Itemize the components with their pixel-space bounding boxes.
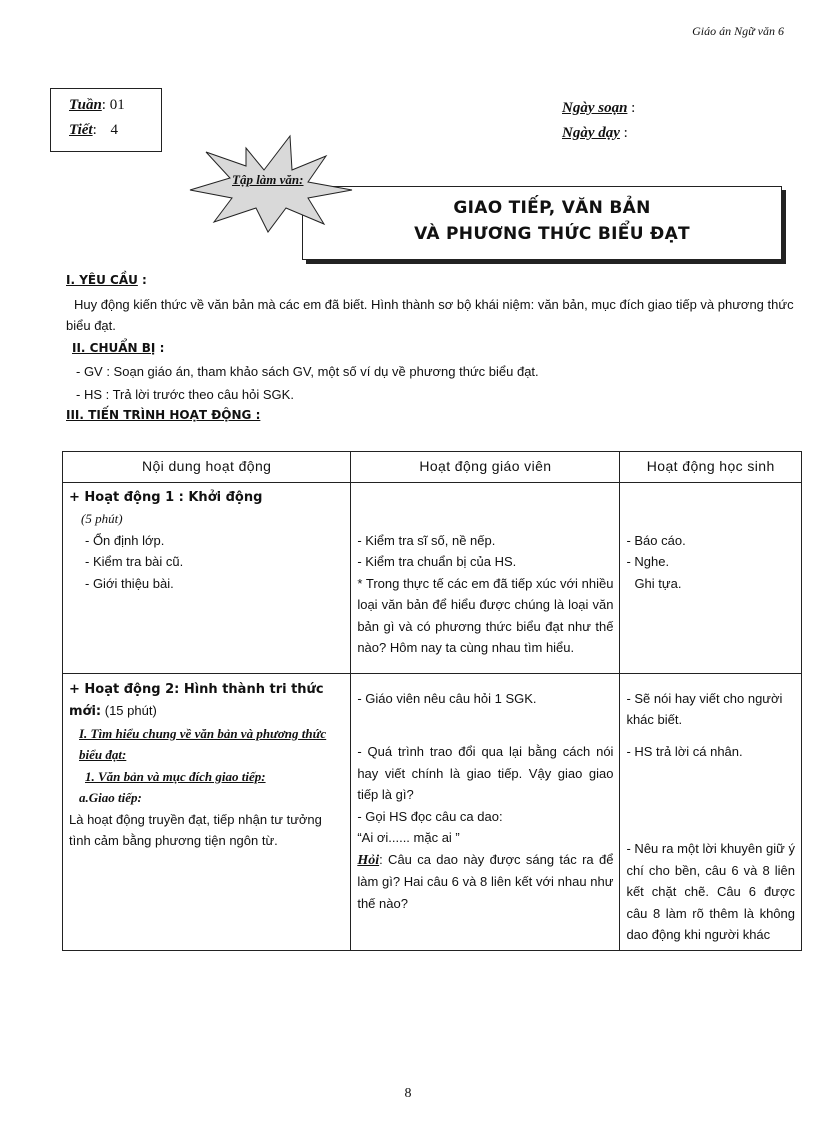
student-answer-3: - Nêu ra một lời khuyên giữ ý chí cho bền, câu 6 và 8 liên kết chặt chẽ. Câu 6 được câu 8 làm rõ thêm là không dao động khi người khác bbox=[626, 841, 795, 942]
header-subject: Giáo án Ngữ văn 6 bbox=[692, 24, 784, 38]
student-answer-2: - HS trả lời cá nhân. bbox=[626, 743, 743, 759]
section-1-suffix: : bbox=[137, 273, 147, 287]
week-row bbox=[69, 97, 125, 114]
teacher-intro: * Trong thực tế các em đã tiếp xúc với nhiều loại văn bản để hiểu được chúng là loại văn bản gì và có phương thức biểu đạt như thế nào? Hôm nay ta cùng nhau tìm hiểu. bbox=[357, 575, 614, 655]
activity-2-title: + Hoạt động 2: Hình thành tri thức mới: bbox=[69, 681, 324, 719]
definition-text: Là hoạt động truyền đạt, tiếp nhận tư tưởng tình cảm bằng phương tiện ngôn từ. bbox=[69, 811, 322, 848]
teach-date-label: Ngày dạy bbox=[562, 125, 620, 141]
column-header: Nội dung hoạt động bbox=[63, 452, 351, 483]
ask-label: Hỏi bbox=[357, 852, 380, 868]
column-header: Hoạt động học sinh bbox=[620, 452, 802, 483]
title-line-1: GIAO TIẾP, VĂN BẢN bbox=[453, 198, 651, 218]
teach-date-colon: : bbox=[623, 125, 628, 141]
teacher-question-1: - Giáo viên nêu câu hỏi 1 SGK. bbox=[357, 690, 537, 706]
table-header-row bbox=[63, 452, 802, 483]
subheading-3: a.Giao tiếp: bbox=[79, 790, 142, 805]
period-row bbox=[69, 122, 118, 139]
prep-date bbox=[562, 100, 635, 117]
list-item: - Ổn định lớp. bbox=[85, 532, 165, 548]
row1-content bbox=[63, 482, 351, 673]
activity-1-duration: (5 phút) bbox=[81, 511, 123, 526]
prep-item-hs: - HS : Trả lời trước theo câu hỏi SGK. bbox=[76, 387, 294, 402]
week-period-box bbox=[50, 88, 162, 152]
activity-1-title: + Hoạt động 1 : Khởi động bbox=[69, 489, 263, 505]
section-1-text: Huy động kiến thức về văn bản mà các em đã biết. Hình thành sơ bộ khái niệm: văn bản, mục đích giao tiếp và phương thức biểu đạt. bbox=[66, 297, 794, 333]
list-item: - Nghe. bbox=[626, 554, 670, 569]
prep-date-colon: : bbox=[631, 100, 636, 116]
list-item: - Giới thiệu bài. bbox=[85, 575, 174, 591]
section-2-title: II. CHUẨN BỊ bbox=[72, 341, 156, 355]
list-item: - Kiểm tra chuẩn bị của HS. bbox=[357, 554, 517, 569]
subheading-2: 1. Văn bản và mục đích giao tiếp: bbox=[85, 768, 266, 784]
section-2-heading bbox=[72, 340, 164, 355]
row1-student bbox=[620, 482, 802, 673]
table-row bbox=[63, 482, 802, 673]
colon: : bbox=[101, 97, 110, 113]
table-row bbox=[63, 673, 802, 950]
teach-date bbox=[562, 125, 628, 142]
folk-verse: “Ai ơi...... mặc ai ” bbox=[357, 830, 460, 845]
title-line-2: VÀ PHƯƠNG THỨC BIỂU ĐẠT bbox=[414, 224, 690, 244]
prep-item-gv: - GV : Soạn giáo án, tham khảo sách GV, một số ví dụ về phương thức biểu đạt. bbox=[76, 364, 539, 379]
list-item: Ghi tựa. bbox=[634, 575, 682, 591]
week-label: Tuần bbox=[69, 97, 102, 113]
period-label: Tiết bbox=[69, 122, 93, 138]
lesson-title-box bbox=[302, 186, 782, 260]
activity-2-duration: (15 phút) bbox=[101, 703, 157, 718]
section-2-suffix: : bbox=[155, 341, 165, 355]
row2-student bbox=[620, 673, 802, 950]
star-label: Tập làm văn: bbox=[232, 172, 304, 187]
period-value: 4 bbox=[110, 122, 119, 138]
colon: : bbox=[92, 122, 101, 138]
column-header: Hoạt động giáo viên bbox=[351, 452, 620, 483]
teacher-question-5: : Câu ca dao này được sáng tác ra để làm gì? Hai câu 6 và 8 liên kết với nhau như thế nào? bbox=[357, 851, 614, 911]
section-1-title: I. YÊU CẦU bbox=[66, 273, 138, 287]
section-1-heading bbox=[66, 272, 147, 287]
subheading-1: I. Tìm hiểu chung về văn bản và phương thức biểu đạt: bbox=[79, 725, 327, 762]
lesson-activity-table bbox=[62, 451, 802, 951]
list-item: - Báo cáo. bbox=[626, 532, 686, 548]
list-item: - Kiểm tra bài cũ. bbox=[85, 554, 184, 569]
row1-teacher bbox=[351, 482, 620, 673]
row2-content bbox=[63, 673, 351, 950]
list-item: - Kiểm tra sĩ số, nề nếp. bbox=[357, 532, 496, 548]
prep-date-label: Ngày soạn bbox=[562, 100, 628, 116]
teacher-question-2: - Quá trình trao đổi qua lại bằng cách nói hay viết chính là giao tiếp. Vậy giao giao tiếp là gì? bbox=[357, 744, 614, 802]
page-number: 8 bbox=[404, 1086, 412, 1101]
teacher-question-3: - Gọi HS đọc câu ca dao: bbox=[357, 808, 503, 824]
student-answer-1: - Sẽ nói hay viết cho người khác biết. bbox=[626, 690, 783, 727]
week-value: 01 bbox=[109, 97, 125, 113]
row2-teacher bbox=[351, 673, 620, 950]
section-3-heading: III. TIẾN TRÌNH HOẠT ĐỘNG : bbox=[66, 408, 261, 422]
